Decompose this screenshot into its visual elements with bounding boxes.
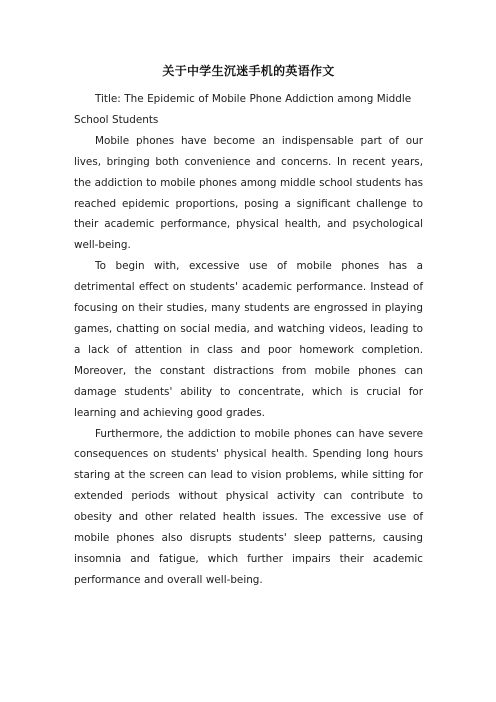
essay-title-line: Title: The Epidemic of Mobile Phone Addiction among Middle School Students	[74, 93, 412, 126]
document-title: 关于中学生沉迷手机的英语作文	[162, 64, 335, 78]
paragraph-academic-performance: To begin with, excessive use of mobile phones has a detrimental effect on students' academic performance. Instead of focusing on their studies, many students are engrossed in playing games, chatting on social media, and watching videos, leading to a lack of attention in class and poor homework completion. Moreover, the constant distractions from mobile phones can damage students' ability to concentrate, which is crucial for learning and achieving good grades.	[74, 260, 423, 419]
paragraph-physical-health: Furthermore, the addiction to mobile phones can have severe consequences on students' physical health. Spending long hours staring at the screen can lead to vision problems, while sitting for extended periods without physical activity can contribute to obesity and other related health issues. The excessive use of mobile phones also disrupts students' sleep patterns, causing insomnia and fatigue, which further impairs their academic performance and overall well-being.	[74, 427, 423, 586]
paragraph-introduction: Mobile phones have become an indispensable part of our lives, bringing both convenience and concerns. In recent years, the addiction to mobile phones among middle school students has reached epidemic proportions, posing a significant challenge to their academic performance, physical health, and psychological well-being.	[74, 134, 423, 252]
